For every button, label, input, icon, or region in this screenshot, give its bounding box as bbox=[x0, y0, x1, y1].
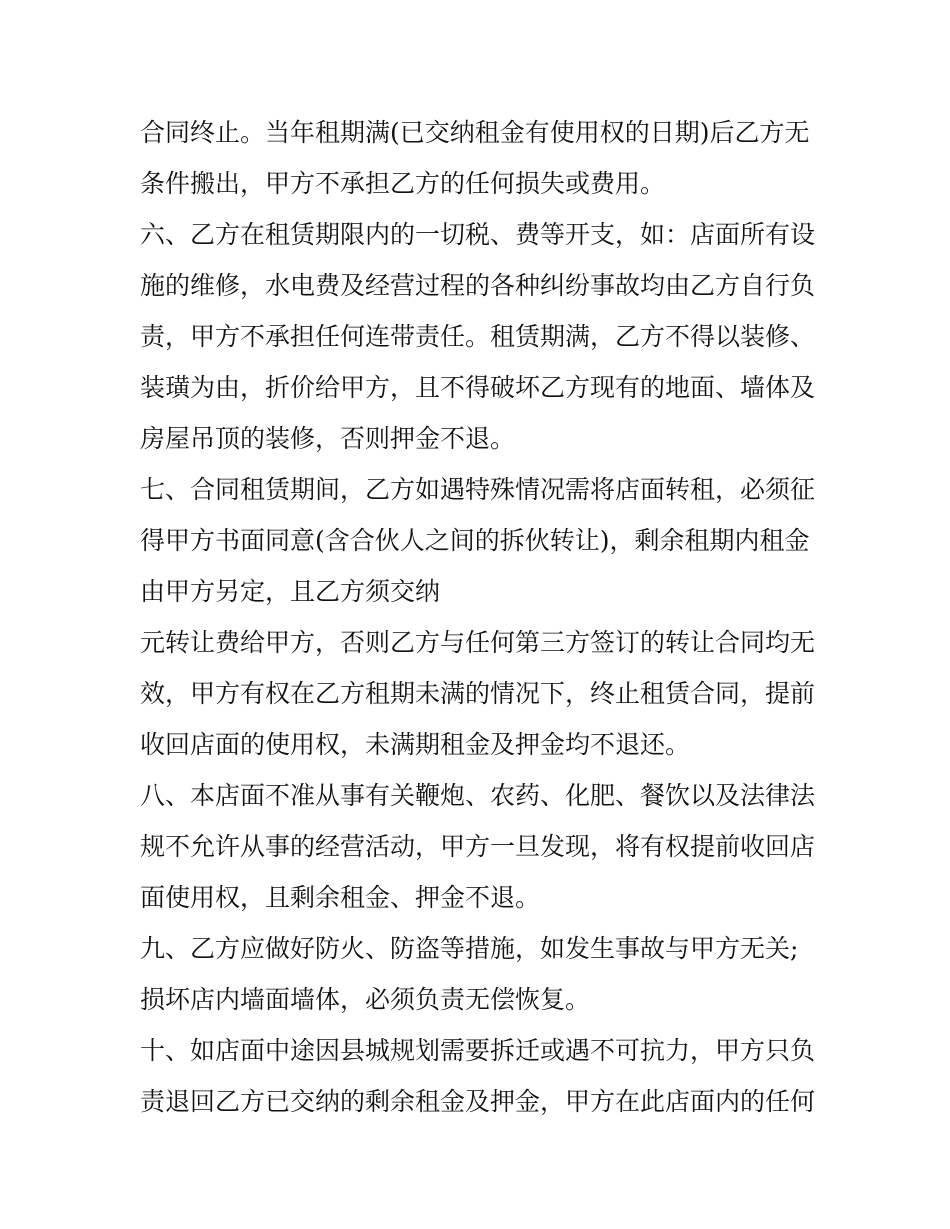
text-line: 条件搬出，甲方不承担乙方的任何损失或费用。 bbox=[140, 169, 666, 198]
clause-9-start: 九、乙方应做好防火、防盗等措施，如发生事故与甲方无关; bbox=[140, 934, 799, 963]
text-line: 由甲方另定，且乙方须交纳 bbox=[140, 577, 441, 606]
text-line: 责，甲方不承担任何连带责任。租赁期满，乙方不得以装修、 bbox=[140, 322, 816, 351]
clause-6-start: 六、乙方在租赁期限内的一切税、费等开支，如：店面所有设 bbox=[140, 220, 816, 249]
clause-10-start: 十、如店面中途因县城规划需要拆迁或遇不可抗力，甲方只负 bbox=[140, 1036, 816, 1065]
contract-text bbox=[140, 107, 820, 1127]
text-line: 合同终止。当年租期满(已交纳租金有使用权的日期)后乙方无 bbox=[140, 118, 810, 147]
text-line: 收回店面的使用权，未满期租金及押金均不退还。 bbox=[140, 730, 691, 759]
text-line: 效，甲方有权在乙方租期未满的情况下，终止租赁合同，提前 bbox=[140, 679, 816, 708]
text-line: 施的维修，水电费及经营过程的各种纠纷事故均由乙方自行负 bbox=[140, 271, 816, 300]
text-line: 房屋吊顶的装修，否则押金不退。 bbox=[140, 424, 516, 453]
text-line: 责退回乙方已交纳的剩余租金及押金，甲方在此店面内的任何 bbox=[140, 1087, 816, 1116]
text-line: 元转让费给甲方，否则乙方与任何第三方签订的转让合同均无 bbox=[140, 628, 816, 657]
text-line: 得甲方书面同意(含合伙人之间的拆伙转让)，剩余租期内租金 bbox=[140, 526, 810, 555]
text-line: 规不允许从事的经营活动，甲方一旦发现，将有权提前收回店 bbox=[140, 832, 816, 861]
text-line: 装璜为由，折价给甲方，且不得破坏乙方现有的地面、墙体及 bbox=[140, 373, 816, 402]
text-line: 面使用权，且剩余租金、押金不退。 bbox=[140, 883, 541, 912]
text-line: 损坏店内墙面墙体，必须负责无偿恢复。 bbox=[140, 985, 591, 1014]
clause-8-start: 八、本店面不准从事有关鞭炮、农药、化肥、餐饮以及法律法 bbox=[140, 781, 816, 810]
clause-7-start: 七、合同租赁期间，乙方如遇特殊情况需将店面转租，必须征 bbox=[140, 475, 816, 504]
